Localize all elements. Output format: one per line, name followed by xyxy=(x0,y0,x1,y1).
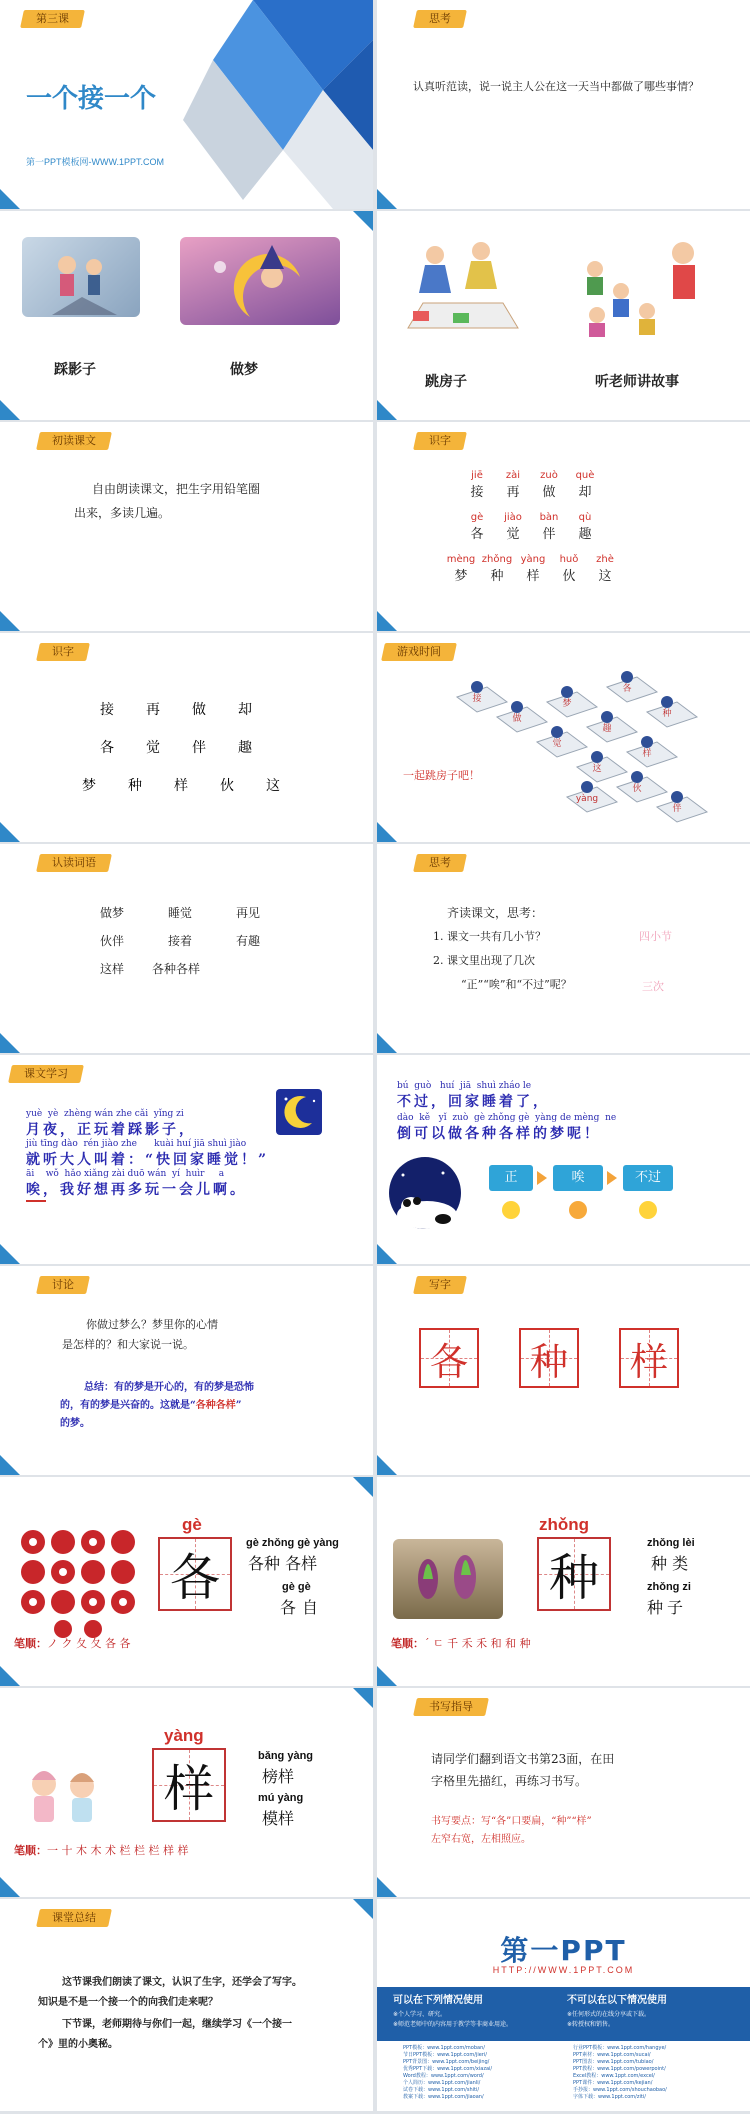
slide-title[interactable] xyxy=(0,0,373,209)
link[interactable]: Word教程：www.1ppt.com/word/ xyxy=(403,2073,484,2079)
guide-line-1: 请同学们翻到语文书第23面，在田 xyxy=(431,1752,615,1766)
corner-decor xyxy=(0,822,20,842)
think-q2-answer: 三次 xyxy=(642,980,664,993)
text-pinyin-5: dào kě yǐ zuò gè zhǒng gè yàng de mèng ne xyxy=(397,1113,617,1123)
link[interactable]: 优秀PPT下载：www.1ppt.com/xiazai/ xyxy=(403,2066,493,2072)
slide-summary[interactable] xyxy=(0,1899,373,2111)
slide-literacy[interactable] xyxy=(0,633,373,842)
license-panel xyxy=(377,1987,750,2041)
flow-buguo: 不过 xyxy=(623,1165,673,1191)
guide-hint-1: 书写要点：写“各”口要扁，“种”“样” xyxy=(431,1816,592,1827)
word2-pinyin: mú yàng xyxy=(258,1792,304,1804)
corner-decor xyxy=(0,1033,20,1053)
text-pinyin-4: bú guò huí jiā shuì zháo le xyxy=(397,1081,532,1091)
house-label: 趣 xyxy=(602,724,612,734)
corner-decor xyxy=(377,822,397,842)
summary-line-3: 的梦。 xyxy=(60,1418,90,1429)
corner-decor xyxy=(353,1477,373,1497)
link[interactable]: 教案下载：www.1ppt.com/jiaoan/ xyxy=(403,2094,484,2100)
link[interactable]: PPT课件：www.1ppt.com/kejian/ xyxy=(573,2080,653,2086)
summary-text-3: 下节课，老师期待与你们一起，继续学习《一个接一 xyxy=(62,2019,292,2030)
moon-icon xyxy=(276,1089,322,1135)
word2: 各自 xyxy=(280,1598,325,1617)
girls-illustration xyxy=(16,1762,112,1828)
tianzige-ge: 各 xyxy=(419,1328,479,1388)
think-q2: 2. 课文里出现了几次 xyxy=(433,954,535,967)
slide-writing[interactable] xyxy=(377,1266,750,1475)
link[interactable]: 字体下载：www.1ppt.com/ziti/ xyxy=(573,2094,646,2100)
word2: 种子 xyxy=(647,1598,688,1617)
discussion-q1: 你做过梦么？梦里你的心情 xyxy=(86,1318,218,1331)
slide-discussion[interactable] xyxy=(0,1266,373,1475)
text-pinyin-2: jiù tīng dào rén jiào zhe kuài huí jiā shuì jiào xyxy=(26,1139,247,1149)
slide-text-study-1[interactable] xyxy=(0,1055,373,1264)
slide-activities-2[interactable] xyxy=(377,211,750,420)
word1-pinyin: zhǒng lèi xyxy=(647,1537,695,1549)
stroke-order: 笔顺：ノ ク 夂 夂 各 各 xyxy=(14,1637,131,1650)
section-tag: 课文学习 xyxy=(8,1065,84,1083)
corner-decor xyxy=(377,189,397,209)
label-shadow: 踩影子 xyxy=(54,362,96,378)
slide-char-zhong[interactable] xyxy=(377,1477,750,1686)
pinyin-row-2: gè 各 jiào 觉 bàn 伴 qù 趣 xyxy=(470,512,592,542)
think-q2b: “正”“唉”和“不过”呢？ xyxy=(461,978,572,991)
paper-cut-patterns-image xyxy=(18,1527,138,1639)
link[interactable]: PPT背景图：www.1ppt.com/beijing/ xyxy=(403,2059,490,2065)
summary-text-2: 知识是不是一个接一个的向我们走来呢？ xyxy=(38,1997,218,2008)
section-tag: 识字 xyxy=(413,432,467,450)
can-use-title: 可以在下列情况使用 xyxy=(393,1995,483,2006)
text-pinyin-1: yuè yè zhèng wán zhe cǎi yǐng zi xyxy=(26,1109,184,1119)
link[interactable]: PPT教程：www.1ppt.com/powerpoint/ xyxy=(573,2066,666,2072)
corner-decor xyxy=(0,1666,20,1686)
hopscotch-image xyxy=(393,233,523,333)
word2-pinyin: zhǒng zi xyxy=(647,1581,691,1593)
corner-decor xyxy=(377,1877,397,1897)
slide-char-yang[interactable] xyxy=(0,1688,373,1897)
tianzige-big: 种 xyxy=(537,1537,611,1611)
char-pinyin: yàng xyxy=(164,1726,204,1745)
corner-decor xyxy=(0,1455,20,1475)
corner-decor xyxy=(0,189,20,209)
house-label: 这 xyxy=(592,764,602,774)
char-pinyin: gè xyxy=(182,1515,202,1534)
section-tag: 书写指导 xyxy=(413,1698,489,1716)
house-label: 伙 xyxy=(632,784,642,794)
text-line-4: 不过，回家睡着了， xyxy=(397,1094,550,1110)
instruction-line-2: 出来，多读几遍。 xyxy=(74,506,171,520)
section-tag: 课堂总结 xyxy=(36,1909,112,1927)
summary-text-4: 个》里的小奥秘。 xyxy=(38,2039,118,2050)
word1-pinyin: bǎng yàng xyxy=(258,1750,314,1762)
slide-credits[interactable] xyxy=(377,1899,750,2111)
lesson-tag: 第三课 xyxy=(20,10,85,28)
summary-line-2: 的，有的梦是兴奋的。这就是“各种各样” xyxy=(60,1400,242,1411)
word1: 种 类 xyxy=(651,1554,689,1573)
house-label: 伴 xyxy=(672,804,682,814)
decor-cubes xyxy=(173,0,373,209)
can-use-1: ※个人学习、研究。 xyxy=(393,2011,447,2018)
section-tag: 识字 xyxy=(36,643,90,661)
text-line-3: 唉，我好想再多玩一会儿啊。 xyxy=(26,1182,247,1198)
section-tag: 认读词语 xyxy=(36,854,112,872)
word-row-1: 做梦 睡觉 再见 xyxy=(100,906,260,920)
corner-decor xyxy=(377,611,397,631)
tianzige-yang: 样 xyxy=(619,1328,679,1388)
sigh-underline xyxy=(26,1200,46,1202)
brand-url: HTTP://WWW.1PPT.COM xyxy=(492,1965,635,1975)
word1: 榜样 xyxy=(262,1767,295,1786)
slide-char-ge[interactable] xyxy=(0,1477,373,1686)
house-label: yàng xyxy=(575,794,599,804)
sad-face-icon xyxy=(569,1201,587,1219)
cannot-use-2: ※转授权和销售。 xyxy=(567,2021,615,2028)
pinyin-row-3: mèng 梦 zhǒng 种 yàng 样 huǒ 伙 zhè 这 xyxy=(446,554,614,584)
brand-logo: 第一PPT xyxy=(500,1934,627,1967)
corner-decor xyxy=(353,1899,373,1919)
slide-think-1[interactable] xyxy=(377,0,750,209)
word1-pinyin: gè zhǒng gè yàng xyxy=(246,1537,339,1549)
corner-decor xyxy=(0,1877,20,1897)
link[interactable]: 个人简历：www.1ppt.com/jianli/ xyxy=(403,2080,481,2086)
site-label: 第一PPT模板网-WWW.1PPT.COM xyxy=(26,157,164,167)
char-pinyin: zhǒng xyxy=(539,1515,590,1534)
summary-text-1: 这节课我们朗读了课文，认识了生字，还学会了写字。 xyxy=(62,1977,302,1988)
corner-decor xyxy=(353,1688,373,1708)
tianzige-zhong: 种 xyxy=(519,1328,579,1388)
happy-face-icon xyxy=(639,1201,657,1219)
house-label: 接 xyxy=(472,694,482,704)
slide-text-study-2[interactable] xyxy=(377,1055,750,1264)
word2: 模样 xyxy=(262,1809,295,1828)
discussion-q2: 是怎样的？和大家说一说。 xyxy=(62,1338,194,1351)
summary-line-1: 总结：有的梦是开心的，有的梦是恐怖 xyxy=(84,1382,254,1393)
word2-pinyin: gè gè xyxy=(282,1581,311,1593)
char-row-2: 各 觉 伴 趣 xyxy=(100,740,252,756)
can-use-2: ※师范老师中的内容用于教学等非商业用途。 xyxy=(393,2021,513,2028)
slide-activities-1[interactable] xyxy=(0,211,373,420)
corner-decor xyxy=(0,611,20,631)
stroke-order: 笔顺：一 十 木 木 术 栏 栏 栏 样 样 xyxy=(14,1844,189,1857)
text-line-2: 就听大人叫着：“快回家睡觉！” xyxy=(26,1152,270,1168)
happy-face-icon xyxy=(502,1201,520,1219)
think-intro: 齐读课文，思考： xyxy=(447,906,544,920)
slide-think-2[interactable] xyxy=(377,844,750,1053)
slide-words[interactable] xyxy=(0,844,373,1053)
link[interactable]: PPT模板：www.1ppt.com/moban/ xyxy=(403,2045,485,2051)
instruction-line-1: 自由朗读课文，把生字用铅笔圈 xyxy=(92,482,261,496)
hopscotch-game-board xyxy=(437,647,717,837)
text-pinyin-3: āi wǒ hǎo xiǎng zài duō wán yí huìr a xyxy=(26,1169,225,1179)
house-label: 梦 xyxy=(562,699,572,709)
corner-decor xyxy=(353,211,373,231)
dream-image xyxy=(180,237,340,325)
corner-decor xyxy=(0,400,20,420)
house-label: 各 xyxy=(622,684,632,694)
link[interactable]: Excel教程：www.1ppt.com/excel/ xyxy=(573,2073,655,2079)
question-text: 认真听范读，说一说主人公在这一天当中都做了哪些事情？ xyxy=(413,80,699,93)
guide-line-2: 字格里先描红，再练习书写。 xyxy=(431,1774,588,1788)
house-label: 觉 xyxy=(552,739,562,749)
house-label: 样 xyxy=(642,749,652,759)
seed-sprout-image xyxy=(393,1539,503,1619)
think-q1-answer: 四小节 xyxy=(639,930,672,943)
pinyin-row-1: jiē 接 zài 再 zuò 做 què 却 xyxy=(470,470,595,500)
section-tag: 初读课文 xyxy=(36,432,112,450)
tianzige-big: 样 xyxy=(152,1748,226,1822)
corner-decor xyxy=(377,1455,397,1475)
corner-decor xyxy=(377,1666,397,1686)
page-title: 一个接一个 xyxy=(26,84,157,114)
section-tag: 游戏时间 xyxy=(381,643,457,661)
stroke-order: 笔顺：ˊ ㄷ 千 禾 禾 和 和 种 xyxy=(391,1637,531,1650)
cannot-use-title: 不可以在以下情况使用 xyxy=(567,1995,667,2006)
house-label: 做 xyxy=(512,714,522,724)
slide-first-read[interactable] xyxy=(0,422,373,631)
corner-decor xyxy=(377,1244,397,1264)
link[interactable]: PPT图表：www.1ppt.com/tubiao/ xyxy=(573,2059,654,2065)
guide-hint-2: 左窄右宽，左相照应。 xyxy=(431,1834,531,1845)
links-left xyxy=(403,2045,492,2101)
shadow-play-image xyxy=(22,237,140,317)
storytime-image xyxy=(573,229,713,339)
text-line-1: 月夜，正玩着踩影子， xyxy=(26,1122,196,1138)
link[interactable]: PPT素材：www.1ppt.com/sucai/ xyxy=(573,2052,651,2058)
link[interactable]: 试卷下载：www.1ppt.com/shiti/ xyxy=(403,2087,480,2093)
panda-night-image xyxy=(383,1153,473,1233)
link[interactable]: 手抄报：www.1ppt.com/shouchaobao/ xyxy=(573,2087,667,2093)
slide-literacy-pinyin[interactable] xyxy=(377,422,750,631)
section-tag: 讨论 xyxy=(36,1276,90,1294)
label-hopscotch: 跳房子 xyxy=(425,374,467,390)
label-dream: 做梦 xyxy=(230,362,258,378)
slide-writing-guide[interactable] xyxy=(377,1688,750,1897)
think-q1: 1. 课文一共有几小节？ xyxy=(433,930,546,943)
word-row-2: 伙伴 接着 有趣 xyxy=(100,934,260,948)
game-caption: 一起跳房子吧！ xyxy=(403,769,480,782)
text-line-5: 倒可以做各种各样的梦呢！ xyxy=(397,1126,601,1142)
link[interactable]: 节日PPT模板：www.1ppt.com/jieri/ xyxy=(403,2052,487,2058)
word-row-3: 这样 各种各样 xyxy=(100,962,201,976)
corner-decor xyxy=(0,1244,20,1264)
word1: 各种 各样 xyxy=(248,1554,318,1573)
section-tag: 思考 xyxy=(413,854,467,872)
links-right xyxy=(573,2045,667,2101)
link[interactable]: 行业PPT模板：www.1ppt.com/hangye/ xyxy=(573,2045,667,2051)
flow-zheng: 正 xyxy=(489,1165,533,1191)
char-row-1: 接 再 做 却 xyxy=(100,702,252,718)
section-tag: 写字 xyxy=(413,1276,467,1294)
cannot-use-1: ※任何形式的在线分享或下载。 xyxy=(567,2011,651,2018)
summary-highlight: 各种各样 xyxy=(195,1400,236,1411)
flow-ai: 唉 xyxy=(553,1165,603,1191)
corner-decor xyxy=(377,1033,397,1053)
slide-game[interactable] xyxy=(377,633,750,842)
corner-decor xyxy=(377,400,397,420)
char-row-3: 梦 种 样 伙 这 xyxy=(82,778,280,794)
label-storytime: 听老师讲故事 xyxy=(595,374,679,390)
arrow-right-icon xyxy=(537,1171,547,1185)
arrow-right-icon xyxy=(607,1171,617,1185)
tianzige-big: 各 xyxy=(158,1537,232,1611)
section-tag: 思考 xyxy=(413,10,467,28)
house-label: 种 xyxy=(662,709,672,719)
